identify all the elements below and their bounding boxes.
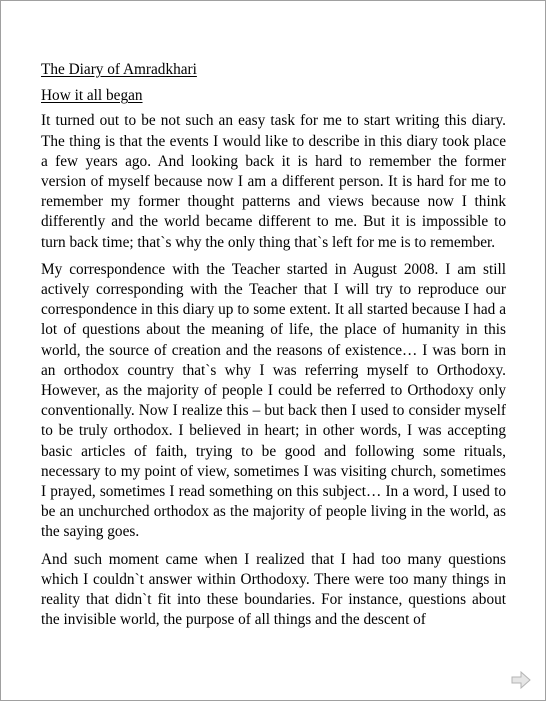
paragraph: My correspondence with the Teacher started in August 2008. I am still actively corresponding with the Teacher that I will try to reproduce our correspondence in this diary up to some extent. It all started because I had a lot of questions about the meaning of life, the place of humanity in this world, the source of creation and the reasons of existence… I was born in an orthodox country that`s why I was referring myself to Orthodoxy. However, as the majority of people I could be referred to Orthodoxy only conventionally. Now I realize this – but back then I used to consider myself to be truly orthodox. I believed in heart; in other words, I was accepting basic articles of faith, trying to be good and following some rituals, necessary to my point of view, sometimes I was visiting church, sometimes I prayed, sometimes I read something on this subject… In a word, I used to be an unchurched orthodox as the majority of people living in the world, as the saying goes. [41,260,506,541]
arrow-right-icon [511,671,531,689]
next-page-button[interactable] [511,671,531,689]
section-heading: How it all began [41,87,143,105]
paragraph: And such moment came when I realized that I had too many questions which I couldn`t answer within Orthodoxy. There were too many things in reality that didn`t fit into these boundaries. For instance, questions about the invisible world, the purpose of all things and the descent of [41,550,506,629]
document-title: The Diary of Amradkhari [41,61,197,78]
paragraph: It turned out to be not such an easy task for me to start writing this diary. The thing is that the events I would like to describe in this diary took place a few years ago. And looking back it is hard to remember the former version of myself because now I am a different person. It is hard for me to remember my former thought patterns and views because now I think differently and the world became different to me. But it is impossible to turn back time; that`s why the only thing that`s left for me is to remember. [41,112,506,251]
document-body [41,60,506,637]
